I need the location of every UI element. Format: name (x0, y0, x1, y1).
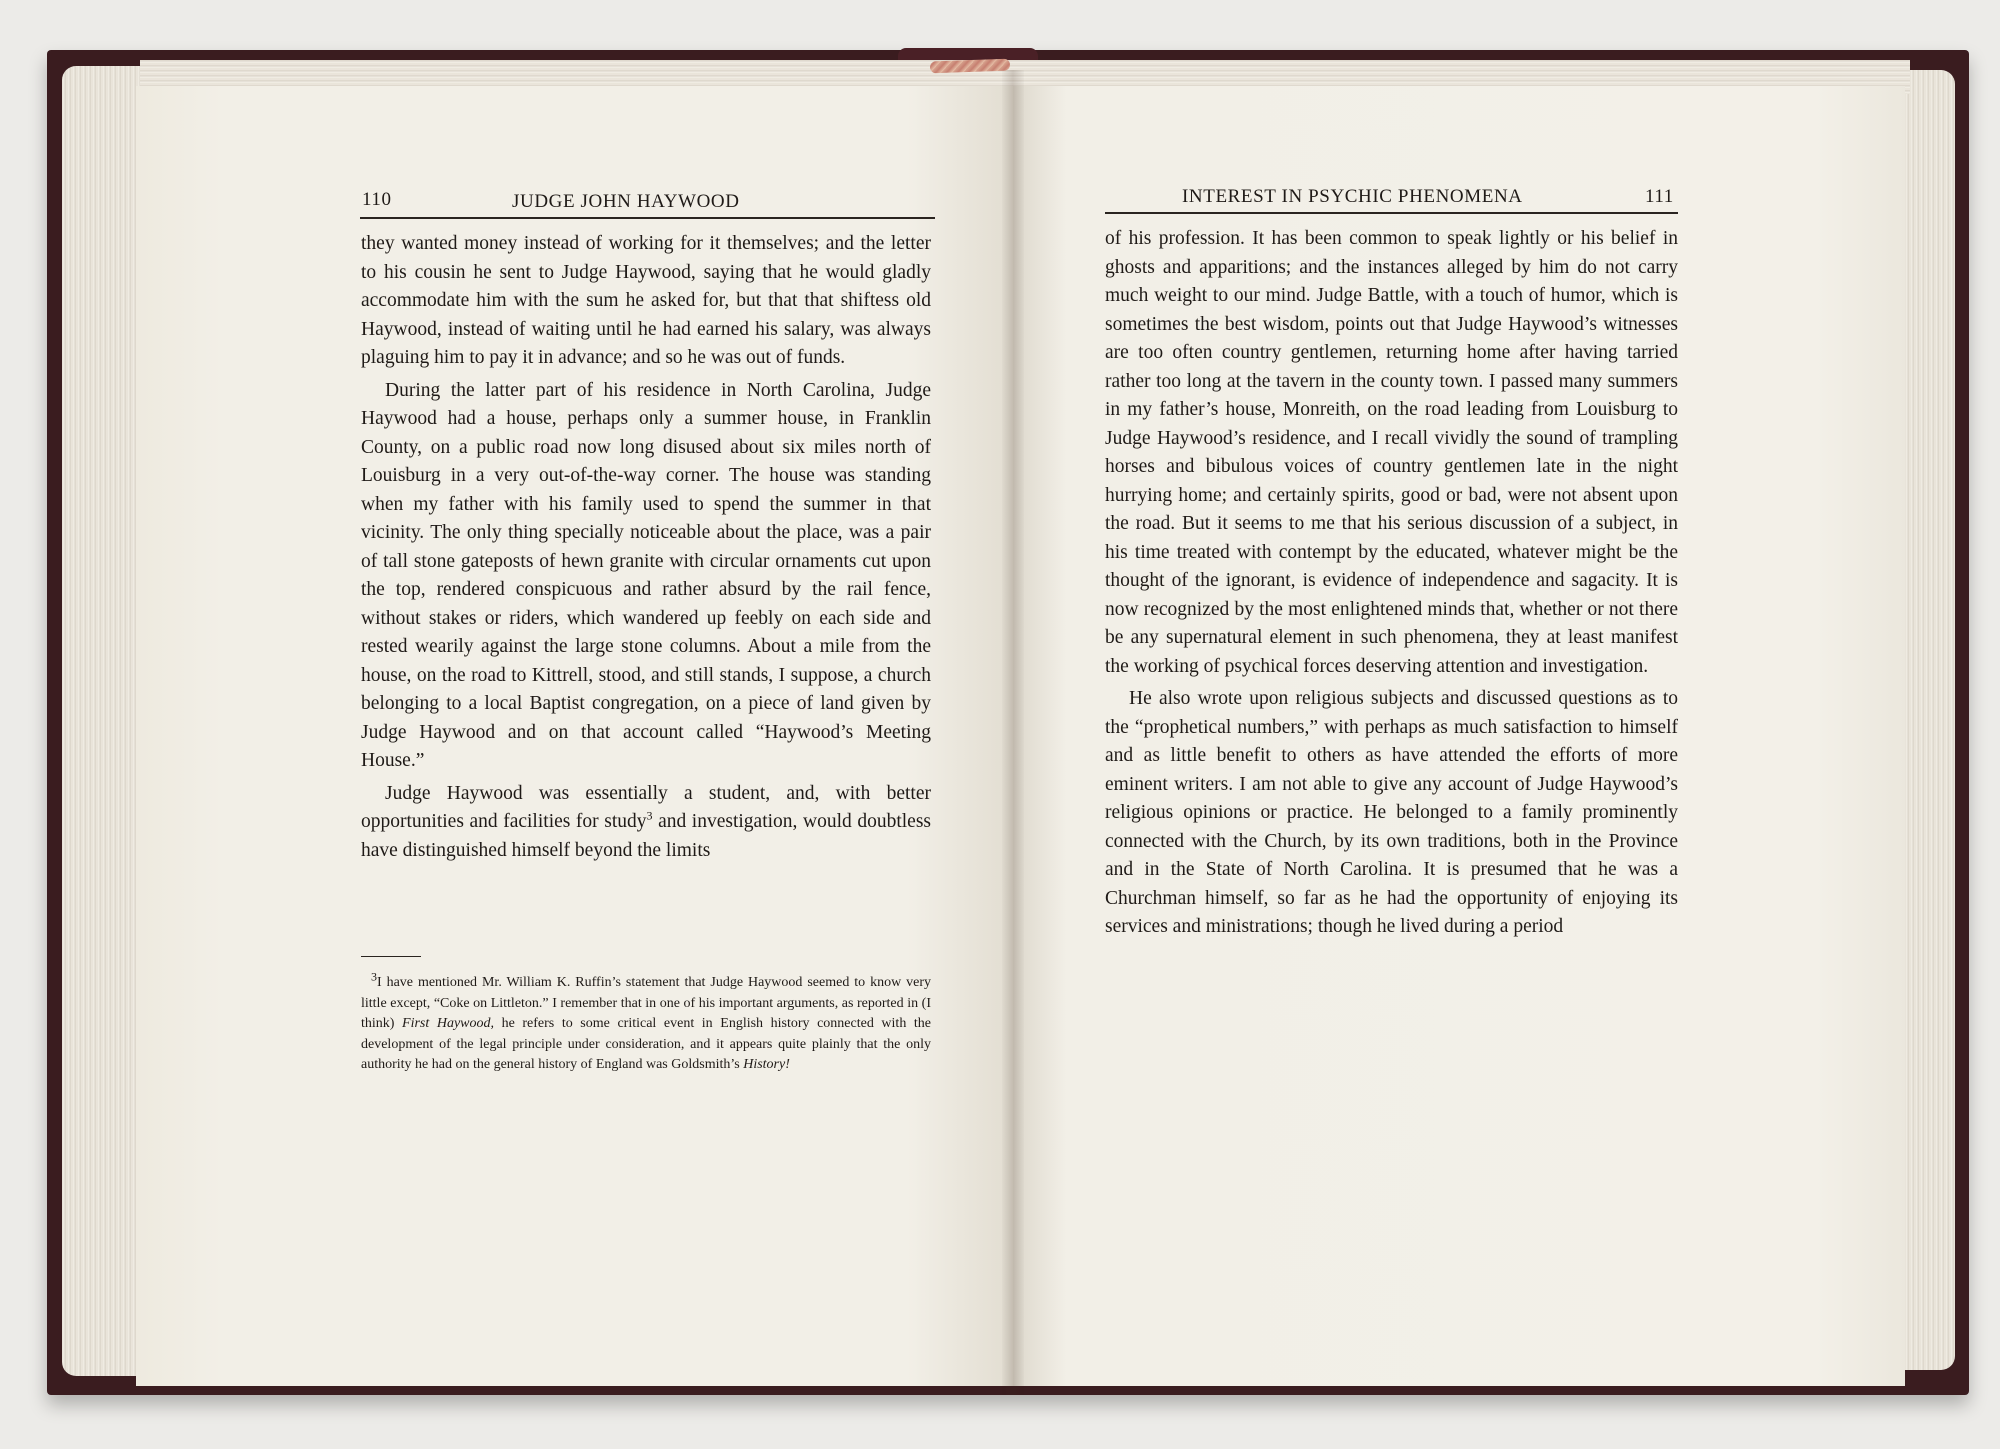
paragraph-text: Judge Haywood was essentially a student, and, with better opportunities and facilities for study (361, 782, 931, 832)
left-paragraph: they wanted money instead of working for it themselves; and the letter to his cousin he sent to Judge Haywood, saying that he would gladly accommodate him with the sum he asked for, but that that shiftess old Haywood, instead of waiting until he had earned his salary, was always plaguing him to pay it in advance; and so he was out of funds. (361, 233, 931, 368)
right-running-head: INTEREST IN PSYCHIC PHENOMENA (1182, 186, 1523, 207)
book-gutter (1002, 70, 1024, 1395)
left-page-number: 110 (362, 189, 392, 210)
left-running-head: JUDGE JOHN HAYWOOD (512, 191, 740, 212)
left-paragraph (361, 780, 931, 866)
paragraph-text: and investigation, would doubtless have distinguished himself beyond the limits (361, 811, 931, 861)
footnote-mark: 3 (371, 969, 377, 984)
left-header-rule (360, 217, 935, 219)
left-page-text (361, 230, 931, 865)
right-page-number: 111 (1645, 186, 1674, 207)
footnote-rule (361, 956, 421, 957)
right-paragraph: He also wrote upon religious subjects and discussed questions as to the “prophetical numbers,” with perhaps as much satisfaction to himself and as little benefit to others as have attended the efforts of more eminent writers. I am not able to give any account of Judge Haywood’s religious opinions or practice. He belonged to a family prominently connected with the Church, by its own traditions, both in the Province and in the State of North Carolina. It is presumed that he was a Churchman himself, so far as he had the opportunity of enjoying its services and ministrations; though he lived during a period (1105, 688, 1678, 937)
footnote-reference: 3 (646, 808, 653, 823)
left-paragraph: During the latter part of his residence in North Carolina, Judge Haywood had a house, perhaps only a summer house, in Franklin County, on a public road now long disused about six miles north of Louisburg in a very out-of-the-way corner. The house was standing when my father with his family used to spend the summer in that vicinity. The only thing specially noticeable about the place, was a pair of tall stone gateposts of hewn granite with circular ornaments cut upon the top, rendered conspicuous and rather absurd by the rail fence, without stakes or riders, which wandered up feebly on each side and rested wearily against the large stone columns. About a mile from the house, on the road to Kittrell, stood, and still stands, I suppose, a church belonging to a local Baptist congregation, on a piece of land given by Judge Haywood and on that account called “Haywood’s Meeting House.” (361, 379, 931, 771)
right-header-rule (1105, 212, 1678, 214)
right-paragraph: of his profession. It has been common to speak lightly or his belief in ghosts and apparitions; and the instances alleged by him do not carry much weight to our mind. Judge Battle, with a touch of humor, which is sometimes the best wisdom, points out that Judge Haywood’s witnesses are too often country gentlemen, returning home after having tarried rather too long at the tavern in the county town. I passed many summers in my father’s house, Monreith, on the road leading from Louisburg to Judge Haywood’s residence, and I recall vividly the sound of trampling horses and bibulous voices of country gentlemen late in the night hurrying home; and certainly spirits, good or bad, were not absent upon the road. But it seems to me that his serious discussion of a subject, in his time treated with contempt by the educated, whatever might be the thought of the ignorant, is evidence of independence and sagacity. It is now recognized by the most enlightened minds that, whether or not there be any supernatural element in such phenomena, they at least manifest the working of psychical forces deserving attention and investigation. (1105, 228, 1678, 677)
footnote-text: 3I have mentioned Mr. William K. Ruffin’s statement that Judge Haywood seemed to know very little except, “Coke on Littleton.” I remember that in one of his important arguments, as reported in (I think) First Haywood, he refers to some critical event in English history connected with the development of the legal principle under consideration, and it appears quite plainly that the only authority he had on the general history of England was Goldsmith’s History! (361, 969, 932, 1072)
right-page-text (1105, 225, 1678, 942)
footnote (361, 969, 932, 1076)
